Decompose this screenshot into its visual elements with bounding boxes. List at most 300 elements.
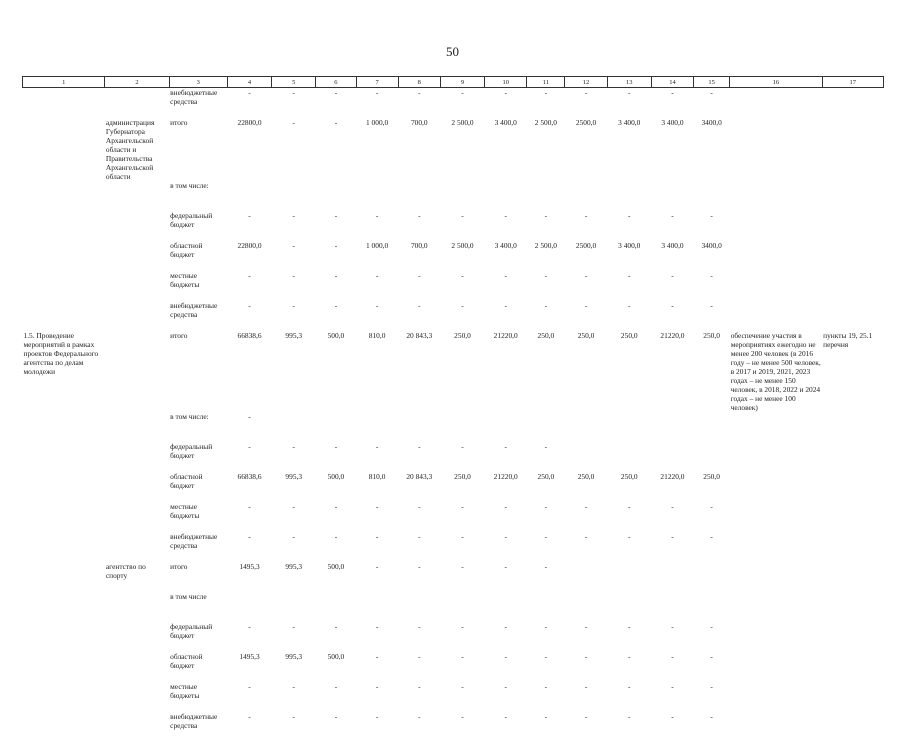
value-cell [440,271,484,301]
value-cell [565,442,607,472]
value-cell-text: 1495,3 [228,562,270,571]
value-cell [398,712,440,742]
value-cell [527,712,565,742]
value-cell-text: - [228,442,270,451]
value-cell-text: - [399,622,439,631]
value-cell [527,652,565,682]
value-cell [651,712,693,742]
value-cell [565,301,607,331]
source-cell [169,412,227,442]
table-row [23,412,884,442]
value-cell [527,682,565,712]
program-table [22,76,884,742]
value-cell [227,241,271,271]
value-cell [398,301,440,331]
value-cell [485,532,527,562]
value-cell-text: - [608,88,650,97]
value-cell-text: 3 400,0 [486,118,526,127]
value-cell [440,562,484,592]
value-cell [227,622,271,652]
value-cell [565,502,607,532]
value-cell-text: - [652,502,692,511]
value-cell [440,412,484,442]
value-cell [607,622,651,652]
value-cell-text: 3 400,0 [652,118,692,127]
value-cell-text: 250,0 [441,331,483,340]
value-cell [694,211,730,241]
executor-cell [105,592,169,622]
value-cell [485,271,527,301]
value-cell-text: - [566,622,606,631]
value-cell [527,118,565,181]
table-row [23,211,884,241]
value-cell-text: - [273,682,315,691]
value-cell-text: - [566,271,606,280]
value-cell-text: - [399,562,439,571]
value-cell-text: - [528,88,564,97]
value-cell [316,682,356,712]
value-cell-text: 500,0 [317,331,355,340]
value-cell-text: - [486,712,526,721]
value-cell-text: - [486,562,526,571]
value-cell-text: - [695,652,729,661]
value-cell-text: 250,0 [608,472,650,481]
value-cell [694,442,730,472]
source-cell-text: областной бюджет [170,652,226,670]
value-cell [316,562,356,592]
value-cell [272,211,316,241]
value-cell-text: 22800,0 [228,118,270,127]
column-header: 12 [565,77,607,88]
executor-cell [105,88,169,119]
value-cell [694,682,730,712]
source-cell [169,241,227,271]
result-cell [730,652,822,682]
value-cell [440,301,484,331]
value-cell-text: - [528,502,564,511]
value-cell [694,532,730,562]
value-cell [227,712,271,742]
value-cell [227,592,271,622]
value-cell [316,331,356,412]
value-cell [485,592,527,622]
value-cell [694,502,730,532]
result-cell [730,118,822,181]
value-cell-text: 3400,0 [695,118,729,127]
table-row [23,592,884,622]
value-cell [356,181,398,211]
value-cell [527,592,565,622]
value-cell [651,211,693,241]
value-cell-text: - [695,682,729,691]
executor-cell [105,211,169,241]
activity-cell [23,118,105,181]
value-cell-text: - [566,652,606,661]
value-cell-text: - [273,211,315,220]
reference-cell [822,652,883,682]
value-cell [316,442,356,472]
source-cell-text: в том числе [170,592,226,601]
value-cell-text: - [695,712,729,721]
value-cell [440,211,484,241]
activity-cell [23,652,105,682]
value-cell-text: - [399,88,439,97]
value-cell [607,442,651,472]
value-cell-text: - [652,88,692,97]
value-cell-text: - [528,211,564,220]
header-row [23,77,884,88]
executor-cell [105,712,169,742]
value-cell-text: - [652,271,692,280]
result-cell [730,88,822,119]
value-cell-text: - [228,622,270,631]
value-cell-text: 2 500,0 [528,118,564,127]
value-cell [607,682,651,712]
source-cell [169,211,227,241]
value-cell-text: - [441,652,483,661]
source-cell [169,271,227,301]
value-cell-text: 250,0 [608,331,650,340]
value-cell [272,652,316,682]
source-cell-text: внебюджетные средства [170,532,226,550]
value-cell-text: - [399,532,439,541]
value-cell [398,211,440,241]
value-cell [316,301,356,331]
value-cell [316,181,356,211]
value-cell-text: - [441,442,483,451]
reference-cell [822,712,883,742]
reference-cell [822,241,883,271]
activity-cell [23,502,105,532]
table-row [23,88,884,119]
value-cell-text: - [486,271,526,280]
source-cell [169,301,227,331]
value-cell [356,118,398,181]
value-cell-text: 810,0 [357,331,397,340]
value-cell [272,331,316,412]
column-header: 16 [730,77,822,88]
value-cell [485,472,527,502]
executor-cell [105,181,169,211]
value-cell [607,88,651,119]
value-cell [651,532,693,562]
value-cell-text: - [273,241,315,250]
value-cell-text: - [528,532,564,541]
value-cell-text: - [566,88,606,97]
value-cell [527,412,565,442]
activity-cell [23,88,105,119]
value-cell [356,622,398,652]
value-cell [485,88,527,119]
result-cell [730,472,822,502]
value-cell [272,682,316,712]
value-cell-text: - [695,532,729,541]
executor-cell [105,442,169,472]
value-cell-text: - [273,442,315,451]
value-cell [356,502,398,532]
source-cell [169,442,227,472]
value-cell [398,682,440,712]
source-cell-text: в том числе: [170,412,226,421]
value-cell-text: - [528,271,564,280]
source-cell [169,331,227,412]
executor-cell [105,241,169,271]
column-header: 6 [316,77,356,88]
executor-cell [105,271,169,301]
value-cell [527,532,565,562]
value-cell-text: - [357,712,397,721]
value-cell-text: 1 000,0 [357,241,397,250]
value-cell [485,682,527,712]
value-cell [527,562,565,592]
value-cell-text: 995,3 [273,652,315,661]
value-cell-text: - [695,271,729,280]
reference-cell [822,532,883,562]
column-header: 14 [651,77,693,88]
value-cell-text: - [528,442,564,451]
value-cell [565,532,607,562]
value-cell-text: - [652,712,692,721]
value-cell-text: 500,0 [317,562,355,571]
value-cell [227,502,271,532]
value-cell [356,592,398,622]
activity-cell [23,241,105,271]
value-cell-text: 2500,0 [566,118,606,127]
value-cell [651,652,693,682]
value-cell-text: - [652,211,692,220]
reference-cell [822,301,883,331]
value-cell-text: - [399,301,439,310]
result-cell [730,562,822,592]
value-cell-text: 250,0 [441,472,483,481]
value-cell [607,241,651,271]
activity-cell [23,181,105,211]
value-cell-text: - [317,682,355,691]
table-row [23,442,884,472]
value-cell [316,118,356,181]
executor-cell [105,331,169,412]
column-header: 13 [607,77,651,88]
table-row [23,181,884,211]
source-cell [169,712,227,742]
value-cell [398,442,440,472]
activity-cell [23,472,105,502]
value-cell-text: 700,0 [399,118,439,127]
value-cell-text: - [228,682,270,691]
value-cell [440,331,484,412]
result-cell [730,412,822,442]
value-cell [440,652,484,682]
value-cell [694,331,730,412]
value-cell [316,412,356,442]
value-cell [227,442,271,472]
value-cell-text: 500,0 [317,652,355,661]
value-cell-text: - [486,652,526,661]
value-cell-text: - [441,502,483,511]
value-cell-text: 250,0 [528,331,564,340]
value-cell [398,532,440,562]
column-header: 9 [440,77,484,88]
result-cell [730,712,822,742]
value-cell-text: - [357,652,397,661]
value-cell-text: 66838,6 [228,472,270,481]
value-cell-text: - [695,622,729,631]
column-header: 17 [822,77,883,88]
value-cell [227,88,271,119]
value-cell [651,442,693,472]
value-cell [316,88,356,119]
value-cell-text: - [695,301,729,310]
value-cell-text: - [317,712,355,721]
activity-cell-text: 1.5. Проведение мероприятий в рамках проектов Федерального агентства по делам молодежи [24,331,104,376]
value-cell [485,652,527,682]
value-cell-text: - [357,88,397,97]
table-row [23,622,884,652]
value-cell [398,181,440,211]
value-cell-text: - [441,301,483,310]
value-cell [485,412,527,442]
column-header: 1 [23,77,105,88]
value-cell [272,118,316,181]
result-cell [730,241,822,271]
value-cell-text: - [486,682,526,691]
value-cell-text: - [399,271,439,280]
value-cell-text: 66838,6 [228,331,270,340]
source-cell [169,181,227,211]
value-cell-text: - [608,652,650,661]
value-cell [527,271,565,301]
source-cell-text: местные бюджеты [170,271,226,289]
value-cell [272,301,316,331]
value-cell-text: - [608,211,650,220]
value-cell-text: - [486,88,526,97]
value-cell-text: - [441,532,483,541]
value-cell [356,241,398,271]
value-cell [694,241,730,271]
source-cell [169,652,227,682]
source-cell-text: областной бюджет [170,241,226,259]
value-cell-text: 500,0 [317,472,355,481]
value-cell [272,592,316,622]
result-cell [730,211,822,241]
value-cell-text: - [228,532,270,541]
activity-cell [23,331,105,412]
value-cell [356,532,398,562]
value-cell [565,472,607,502]
value-cell-text: 21220,0 [486,472,526,481]
value-cell-text: - [441,88,483,97]
value-cell-text: 21220,0 [652,472,692,481]
value-cell-text: - [357,442,397,451]
value-cell [272,622,316,652]
result-cell [730,331,822,412]
value-cell [440,532,484,562]
executor-cell [105,472,169,502]
column-header: 7 [356,77,398,88]
value-cell-text: 250,0 [566,472,606,481]
value-cell [651,502,693,532]
value-cell [316,592,356,622]
value-cell-text: 20 843,3 [399,472,439,481]
executor-cell [105,622,169,652]
value-cell [272,712,316,742]
source-cell-text: внебюджетные средства [170,88,226,106]
activity-cell [23,532,105,562]
value-cell-text: - [652,622,692,631]
source-cell-text: итого [170,118,226,127]
value-cell-text: - [486,442,526,451]
source-cell [169,118,227,181]
value-cell [651,412,693,442]
executor-cell [105,652,169,682]
column-header: 10 [485,77,527,88]
value-cell [440,502,484,532]
source-cell-text: федеральный бюджет [170,442,226,460]
source-cell [169,592,227,622]
value-cell-text: - [566,712,606,721]
value-cell-text: - [228,712,270,721]
value-cell-text: - [357,271,397,280]
value-cell [356,271,398,301]
value-cell [356,88,398,119]
value-cell-text: - [528,562,564,571]
value-cell-text: - [441,271,483,280]
value-cell [356,682,398,712]
value-cell [398,562,440,592]
value-cell [272,412,316,442]
value-cell [651,592,693,622]
value-cell-text: - [228,88,270,97]
reference-cell [822,88,883,119]
value-cell-text: - [357,682,397,691]
column-header: 8 [398,77,440,88]
value-cell-text: 810,0 [357,472,397,481]
source-cell-text: федеральный бюджет [170,211,226,229]
value-cell [272,502,316,532]
reference-cell [822,181,883,211]
value-cell [316,652,356,682]
source-cell-text: областной бюджет [170,472,226,490]
value-cell-text: - [608,682,650,691]
executor-cell [105,118,169,181]
value-cell-text: - [608,271,650,280]
value-cell [651,118,693,181]
value-cell [356,412,398,442]
value-cell-text: - [357,502,397,511]
value-cell-text: - [228,211,270,220]
value-cell [607,118,651,181]
value-cell [607,412,651,442]
value-cell-text: - [695,211,729,220]
value-cell [527,301,565,331]
value-cell-text: 3 400,0 [608,118,650,127]
value-cell-text: 1495,3 [228,652,270,661]
value-cell [316,502,356,532]
table-row [23,682,884,712]
reference-cell [822,211,883,241]
reference-cell [822,472,883,502]
value-cell [694,88,730,119]
value-cell [398,652,440,682]
value-cell [694,472,730,502]
value-cell-text: 995,3 [273,472,315,481]
value-cell-text: - [273,622,315,631]
value-cell-text: - [441,712,483,721]
value-cell [356,712,398,742]
value-cell [398,271,440,301]
value-cell-text: - [566,211,606,220]
source-cell [169,88,227,119]
